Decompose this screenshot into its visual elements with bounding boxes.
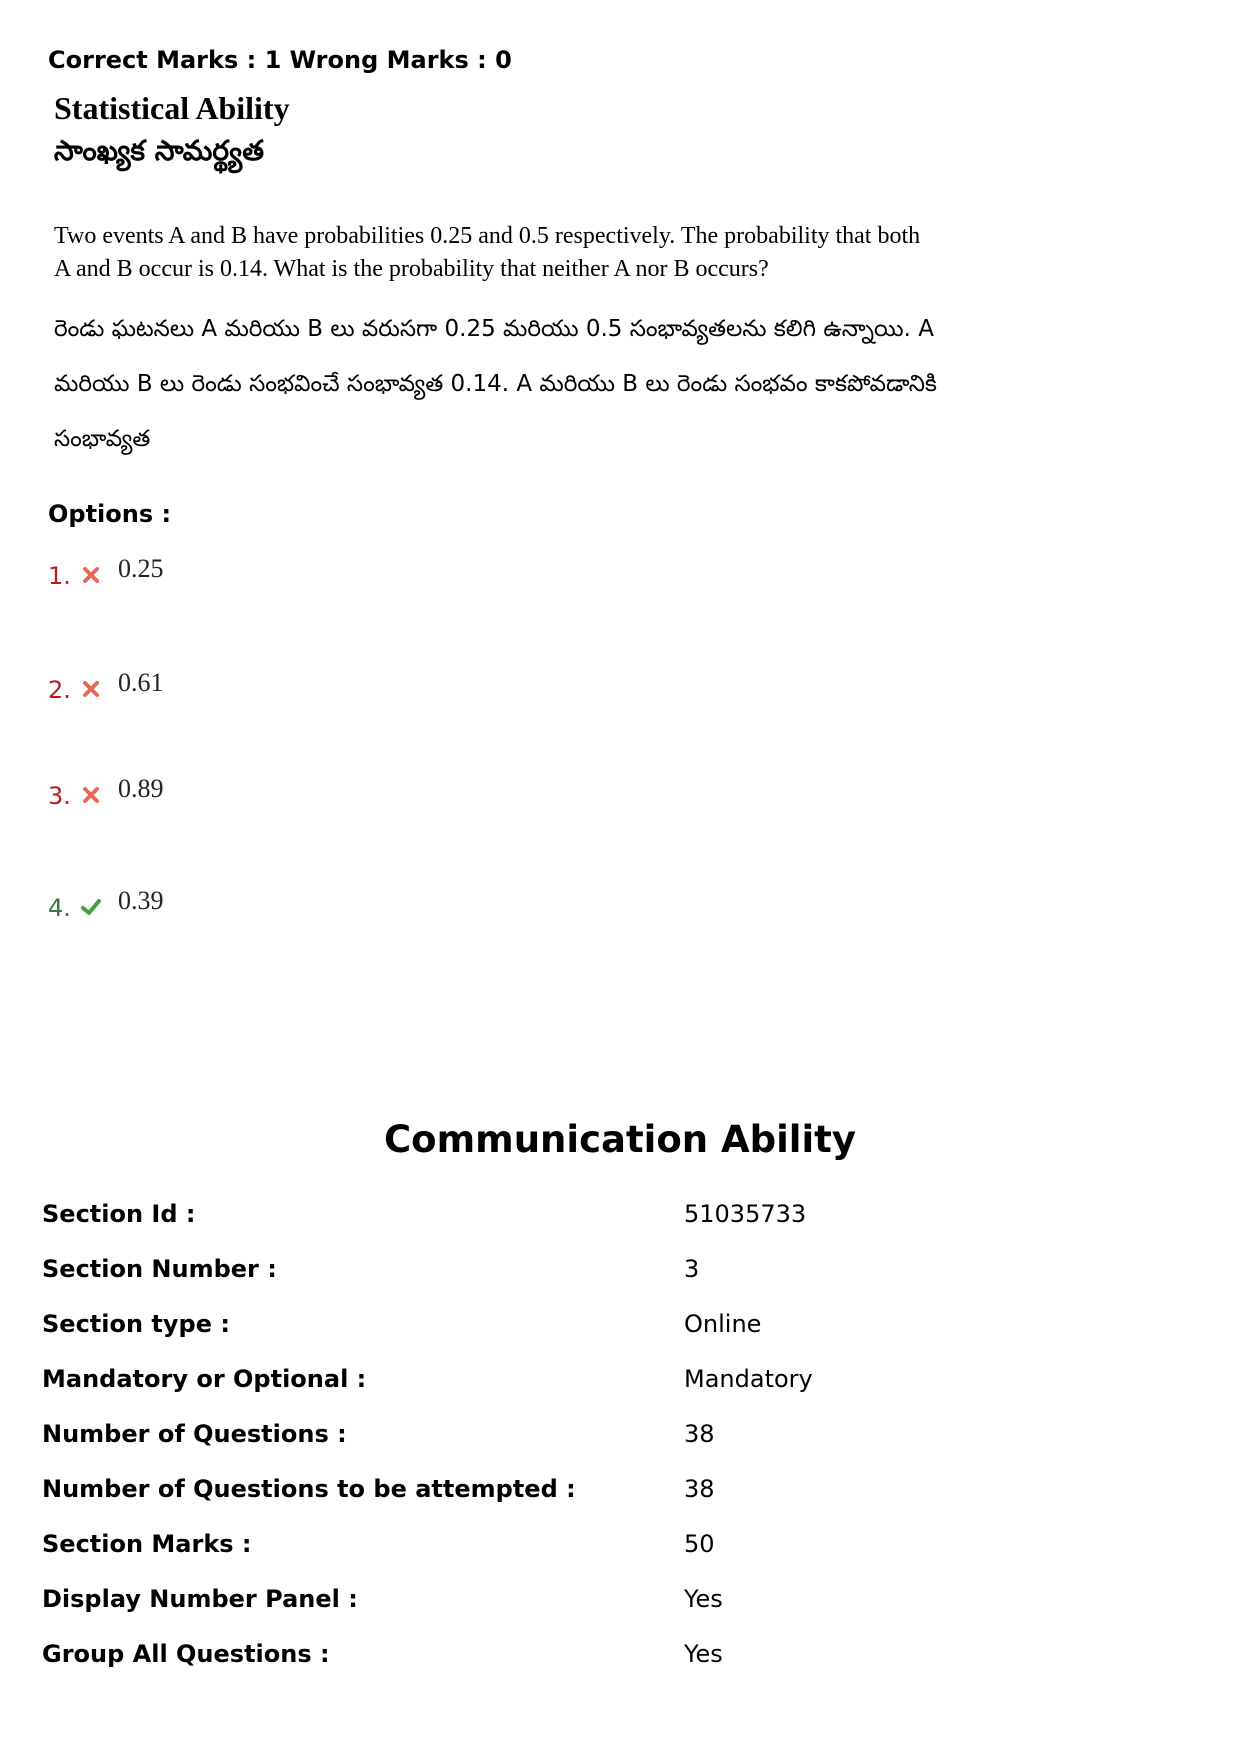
marks-line: Correct Marks : 1 Wrong Marks : 0 — [48, 46, 512, 74]
row-label: Group All Questions : — [42, 1639, 330, 1668]
options-label: Options : — [48, 500, 172, 528]
table-row — [42, 1406, 1192, 1461]
row-label: Section Marks : — [42, 1529, 252, 1558]
option-value: 0.39 — [118, 886, 164, 915]
table-row — [42, 1351, 1192, 1406]
option-number: 3. — [48, 782, 71, 810]
section-title: Communication Ability — [384, 1118, 856, 1161]
table-row — [42, 1241, 1192, 1296]
row-value: Yes — [684, 1639, 723, 1668]
cross-icon — [80, 784, 102, 806]
option-2 — [48, 664, 164, 704]
check-icon — [80, 896, 102, 918]
row-label: Mandatory or Optional : — [42, 1364, 367, 1393]
option-number: 4. — [48, 894, 71, 922]
option-number: 1. — [48, 562, 71, 590]
row-value: Yes — [684, 1584, 723, 1613]
row-value: Mandatory — [684, 1364, 813, 1393]
row-value: 51035733 — [684, 1199, 807, 1228]
section-info-table — [42, 1186, 1192, 1681]
cross-icon — [80, 564, 102, 586]
row-label: Number of Questions to be attempted : — [42, 1474, 576, 1503]
row-label: Display Number Panel : — [42, 1584, 358, 1613]
row-label: Section Id : — [42, 1199, 196, 1228]
option-1 — [48, 550, 164, 590]
option-4 — [48, 882, 164, 922]
row-value: 38 — [684, 1474, 715, 1503]
option-number: 2. — [48, 676, 71, 704]
option-value: 0.25 — [118, 554, 164, 583]
question-text-telugu: రెండు ఘటనలు A మరియు B లు వరుసగా 0.25 మరియు 0.5 సంభావ్యతలను కలిగి ఉన్నాయి. A మరియు B లు రెండు సంభవించే సంభావ్యత 0.14. A మరియు B లు రెండు సంభవం కాకపోవడానికి సంభావ్యత — [54, 316, 937, 452]
table-row — [42, 1186, 1192, 1241]
table-row — [42, 1461, 1192, 1516]
row-label: Number of Questions : — [42, 1419, 347, 1448]
table-row — [42, 1571, 1192, 1626]
row-value: 38 — [684, 1419, 715, 1448]
subject-title-english: Statistical Ability — [54, 90, 290, 126]
option-value: 0.61 — [118, 668, 164, 697]
table-row — [42, 1626, 1192, 1681]
row-label: Section Number : — [42, 1254, 277, 1283]
question-block — [54, 88, 954, 467]
table-row — [42, 1516, 1192, 1571]
table-row — [42, 1296, 1192, 1351]
question-text-english: Two events A and B have probabilities 0.25 and 0.5 respectively. The probability that both A and B occur is 0.14. What is the probability that neither A nor B occurs? — [54, 223, 921, 282]
cross-icon — [80, 678, 102, 700]
row-value: 3 — [684, 1254, 700, 1283]
subject-title-telugu: సాంఖ్యక సామర్థ్యత — [54, 134, 264, 167]
option-value: 0.89 — [118, 774, 164, 803]
row-value: Online — [684, 1309, 762, 1338]
row-label: Section type : — [42, 1309, 230, 1338]
option-3 — [48, 770, 164, 810]
row-value: 50 — [684, 1529, 715, 1558]
